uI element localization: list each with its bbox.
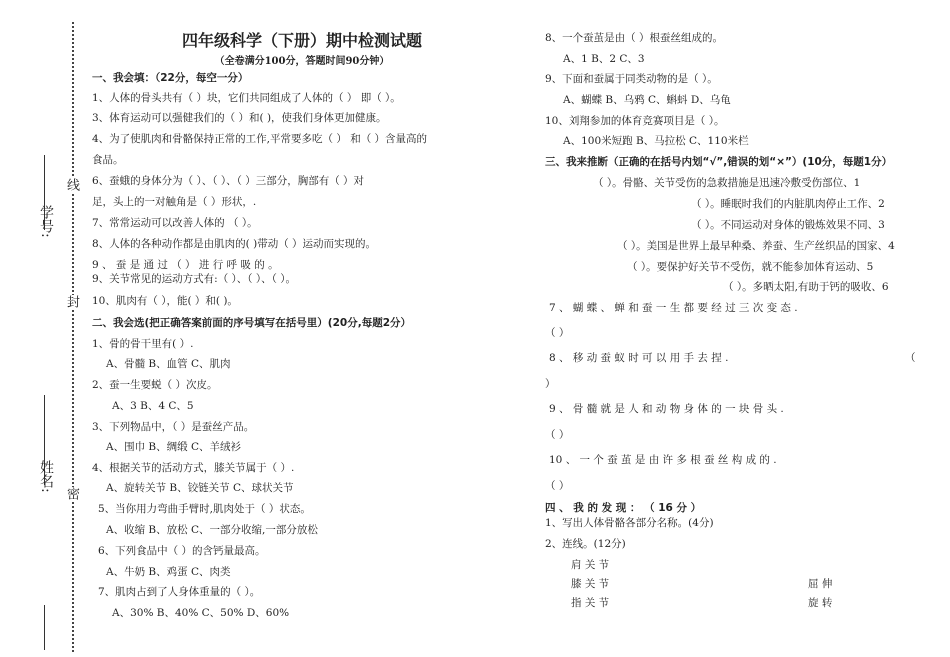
binding-margin <box>0 0 90 657</box>
s2-question: 4、根据关节的活动方式，膝关节属于（ ）. <box>92 462 295 474</box>
s2-question: 10、刘翔参加的体育竞赛项目是（ ）。 <box>545 115 725 127</box>
section1-heading: 一、我会填：（22分，每空一分） <box>92 72 249 84</box>
s3-answer-paren: （ ） <box>545 480 570 492</box>
s2-question: 3、下列物品中，（ ）是蚕丝产品。 <box>92 421 255 433</box>
name-label: 姓名: <box>38 460 54 493</box>
s3-item: 8 、 移 动 蚕 蚁 时 可 以 用 手 去 捏 . <box>549 352 729 364</box>
s2-options: A、3 B、4 C、5 <box>112 400 194 412</box>
s1-line: 4、为了使肌肉和骨骼保持正常的工作,平常要多吃（ ） 和（ ）含量高的 <box>92 133 428 145</box>
s3-item: 10 、 一 个 蚕 茧 是 由 许 多 根 蚕 丝 构 成 的 . <box>549 454 777 466</box>
s2-options: A、收缩 B、放松 C、一部分收缩,一部分放松 <box>106 524 318 536</box>
s1-line: 8、人体的各种动作都是由肌肉的( )带动（ ）运动而实现的。 <box>92 238 377 250</box>
s3-item: 7 、 蝴 蝶 、 蝉 和 蚕 一 生 都 要 经 过 三 次 变 态 . <box>549 302 798 314</box>
section4-heading: 四 、 我 的 发 现 ： （ 16 分 ） <box>545 502 702 514</box>
s4-question: 2、连线。(12分) <box>545 538 626 550</box>
s2-question: 9、下面和蚕属于同类动物的是（ ）。 <box>545 73 718 85</box>
dotted-cut-line <box>72 22 74 652</box>
s2-question: 2、蚕一生要蜕（ ）次皮。 <box>92 379 218 391</box>
s3-item: （ ）。不同运动对身体的锻炼效果不同、3 <box>691 219 885 231</box>
seal-char-seal: 封 <box>64 295 79 310</box>
s2-options: A、30% B、40% C、50% D、60% <box>112 607 290 619</box>
s2-question: 8、一个蚕茧是由（ ）根蚕丝组成的。 <box>545 32 724 44</box>
s3-item: （ ）。美国是世界上最早种桑、养蚕、生产丝织品的国家、4 <box>617 240 895 252</box>
s1-line: 7、常常运动可以改善人体的 （ ）。 <box>92 217 258 229</box>
s2-options: A、100米短跑 B、马拉松 C、110米栏 <box>563 135 749 147</box>
seal-char-secret: 密 <box>64 487 79 502</box>
section2-heading: 二、我会选(把正确答案前面的序号填写在括号里）(20分,每题2分） <box>92 317 412 329</box>
s1-line: 1、人体的骨头共有（ ）块，它们共同组成了人体的（ ） 即（ ）。 <box>92 92 401 104</box>
s2-options: A、旋转关节 B、铰链关节 C、球状关节 <box>106 482 294 494</box>
s3-answer-paren: （ <box>905 352 916 364</box>
s4-question: 1、写出人体骨骼各部分名称。(4分) <box>545 517 714 529</box>
s2-question: 6、下列食品中（ ）的含钙量最高。 <box>98 545 266 557</box>
s3-answer-paren: ） <box>545 378 556 390</box>
s3-item: 9 、 骨 髓 就 是 人 和 动 物 身 体 的 一 块 骨 头 . <box>549 403 784 415</box>
s2-question: 1、骨的骨干里有( ）. <box>92 338 194 350</box>
joint-item: 膝 关 节 <box>571 578 610 590</box>
s2-options: A、1 B、2 C、3 <box>563 53 645 65</box>
exam-title: 四年级科学（下册）期中检测试题 <box>181 31 422 50</box>
s1-line: 9 、 蚕 是 通 过 （ ） 进 行 呼 吸 的 。 <box>92 259 279 271</box>
joint-item: 肩 关 节 <box>571 559 610 571</box>
s1-line: 10、肌肉有（ ），能( ）和( )。 <box>92 295 238 307</box>
s1-line: 3、体育运动可以强健我们的（ ）和( )，使我们身体更加健康。 <box>92 112 387 124</box>
extra-underline <box>44 605 46 650</box>
s3-item: （ ）。骨骼、关节受伤的急救措施是迅速冷敷受伤部位、1 <box>593 177 861 189</box>
s2-question: 7、肌肉占到了人身体重量的（ ）。 <box>98 586 261 598</box>
s2-options: A、骨髓 B、血管 C、肌肉 <box>106 358 231 370</box>
s3-answer-paren: （ ） <box>545 327 570 339</box>
s3-item: （ ）。睡眠时我们的内脏肌肉停止工作、2 <box>691 198 885 210</box>
joint-item: 指 关 节 <box>571 597 610 609</box>
exam-subtitle: （全卷满分100分，答题时间90分钟） <box>214 56 390 67</box>
student-id-label: 学号: <box>38 205 54 238</box>
s1-line: 足，头上的一对触角是（ ）形状，. <box>92 196 257 208</box>
section3-heading: 三、我来推断（正确的在括号内划“√”,错误的划“×”）(10分，每题1分） <box>545 156 893 168</box>
s2-question: 5、当你用力弯曲手臂时,肌肉处于（ ）状态。 <box>98 503 311 515</box>
movement-item: 旋 转 <box>808 597 833 609</box>
s3-item: （ ）。要保护好关节不受伤，就不能参加体育运动、5 <box>627 261 874 273</box>
s1-line: 9、关节常见的运动方式有:（ ）、（ ）、（ ）。 <box>92 273 296 285</box>
seal-char-line: 线 <box>64 178 79 193</box>
s2-options: A、围巾 B、绸缎 C、羊绒衫 <box>106 441 242 453</box>
s1-line: 食品。 <box>92 154 124 166</box>
s3-answer-paren: （ ） <box>545 429 570 441</box>
s1-line: 6、蚕蛾的身体分为（ ）、（ ）、（ ）三部分，胸部有（ ）对 <box>92 175 365 187</box>
s2-options: A、牛奶 B、鸡蛋 C、肉类 <box>106 566 231 578</box>
movement-item: 屈 伸 <box>808 578 833 590</box>
s2-options: A、蝴蝶 B、乌鸦 C、蝌蚪 D、乌龟 <box>563 94 731 106</box>
s3-item: （ ）。多晒太阳,有助于钙的吸收、6 <box>723 281 889 293</box>
